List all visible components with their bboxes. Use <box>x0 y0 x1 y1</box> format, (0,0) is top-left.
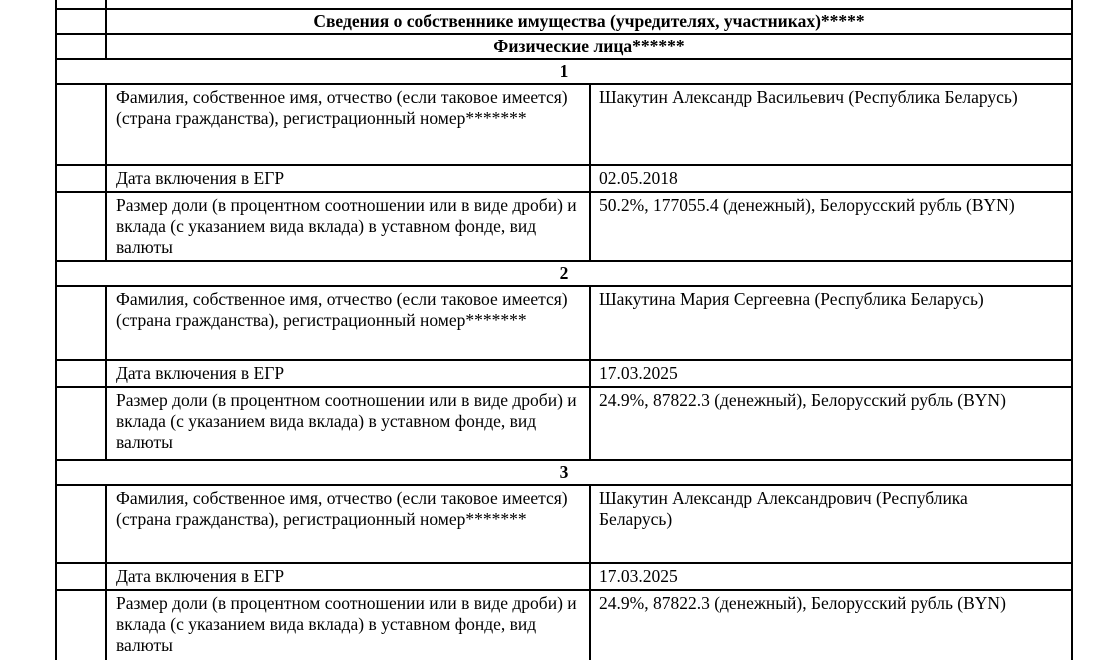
owner-2-number-row <box>56 261 1072 286</box>
section-title: Сведения о собственнике имущества (учредителях, участниках)***** <box>106 9 1072 34</box>
owner-1-share-label: Размер доли (в процентном соотношении или в виде дроби) и вклада (с указанием вида вклада) в уставном фонде, вид валюты <box>106 192 590 261</box>
owner-2-date-margin-cell <box>56 360 106 387</box>
owner-3-share-row <box>56 590 1072 660</box>
owner-3-date-label: Дата включения в ЕГР <box>106 563 590 590</box>
owner-1-number-row <box>56 59 1072 84</box>
owner-3-share-label: Размер доли (в процентном соотношении или в виде дроби) и вклада (с указанием вида вклада) в уставном фонде, вид валюты <box>106 590 590 660</box>
owner-2-date-row <box>56 360 1072 387</box>
owner-3-name-label: Фамилия, собственное имя, отчество (если таковое имеется) (страна гражданства), регистрационный номер******* <box>106 485 590 563</box>
owner-2-date-value: 17.03.2025 <box>590 360 1072 387</box>
owner-3-share-margin-cell <box>56 590 106 660</box>
owner-1-share-margin-cell <box>56 192 106 261</box>
owner-2-name-margin-cell <box>56 286 106 360</box>
owner-1-name-row <box>56 84 1072 165</box>
owner-1-name-value: Шакутин Александр Васильевич (Республика Беларусь) <box>590 84 1072 165</box>
owner-2-name-row <box>56 286 1072 360</box>
subsection-title: Физические лица****** <box>106 34 1072 59</box>
subsection-header-margin-cell <box>56 34 106 59</box>
owner-2-share-margin-cell <box>56 387 106 460</box>
owner-3-name-row <box>56 485 1072 563</box>
owner-3-number: 3 <box>56 460 1072 485</box>
owner-2-name-label: Фамилия, собственное имя, отчество (если таковое имеется) (страна гражданства), регистрационный номер******* <box>106 286 590 360</box>
owner-1-date-row <box>56 165 1072 192</box>
owner-2-name-value: Шакутина Мария Сергеевна (Республика Беларусь) <box>590 286 1072 360</box>
egr-extract-table <box>55 0 1073 660</box>
owner-3-date-value: 17.03.2025 <box>590 563 1072 590</box>
owner-3-date-row <box>56 563 1072 590</box>
owner-3-date-margin-cell <box>56 563 106 590</box>
section-header-margin-cell <box>56 9 106 34</box>
owner-1-name-label: Фамилия, собственное имя, отчество (если таковое имеется) (страна гражданства), регистрационный номер******* <box>106 84 590 165</box>
clipped-previous-row-margin-cell <box>56 0 106 9</box>
clipped-previous-row-body-cell <box>106 0 1072 9</box>
section-header-row <box>56 9 1072 34</box>
owner-2-share-row <box>56 387 1072 460</box>
owner-3-name-value: Шакутин Александр Александрович (Республика Беларусь) <box>590 485 1072 563</box>
owner-2-number: 2 <box>56 261 1072 286</box>
owner-1-number: 1 <box>56 59 1072 84</box>
owner-1-share-value: 50.2%, 177055.4 (денежный), Белорусский рубль (BYN) <box>590 192 1072 261</box>
owner-1-date-margin-cell <box>56 165 106 192</box>
owner-1-date-value: 02.05.2018 <box>590 165 1072 192</box>
clipped-previous-row <box>56 0 1072 9</box>
subsection-header-row <box>56 34 1072 59</box>
owner-1-date-label: Дата включения в ЕГР <box>106 165 590 192</box>
owner-3-name-margin-cell <box>56 485 106 563</box>
owner-2-share-label: Размер доли (в процентном соотношении или в виде дроби) и вклада (с указанием вида вклада) в уставном фонде, вид валюты <box>106 387 590 460</box>
owner-2-date-label: Дата включения в ЕГР <box>106 360 590 387</box>
owner-1-name-margin-cell <box>56 84 106 165</box>
owner-1-share-row <box>56 192 1072 261</box>
owner-2-share-value: 24.9%, 87822.3 (денежный), Белорусский рубль (BYN) <box>590 387 1072 460</box>
owner-3-number-row <box>56 460 1072 485</box>
owner-3-share-value: 24.9%, 87822.3 (денежный), Белорусский рубль (BYN) <box>590 590 1072 660</box>
